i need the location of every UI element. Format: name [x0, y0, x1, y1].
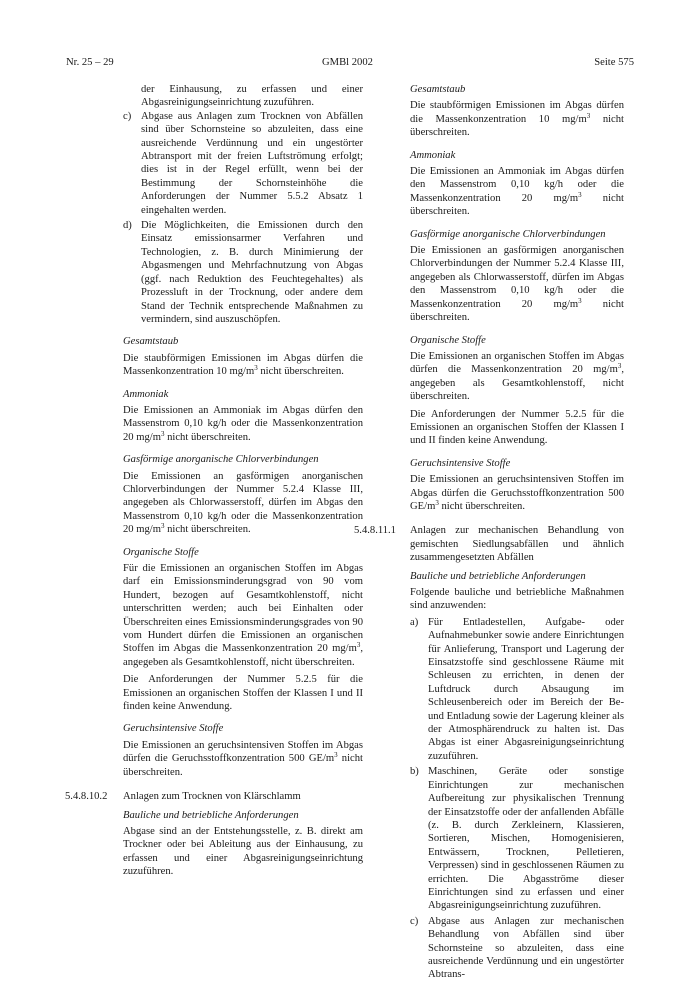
- section-title: Anlagen zur mechanischen Behandlung von gemischten Siedlungsabfällen und ähnlich zusammengesetzten Abfällen: [410, 525, 624, 564]
- list-item: c) Abgase aus Anlagen zum Trocknen von Abfällen sind über Schornsteine so abzuleiten, dass eine ausreichende Verdünnung und ein ungestörter Abtransport mit der freien Luftströmung erfolgt; dies ist in der Regel erfüllt, wenn bei der Bestimmung der Schornsteinhöhe die Anforderungen der Nummer 5.5.2 Absatz 1 eingehalten werden.: [123, 110, 363, 216]
- paragraph: Die Emissionen an Ammoniak im Abgas dürfen den Massenstrom 0,10 kg/h oder die Massenkonzentration 20 $mg/m^3$ nicht überschreiten.: [410, 166, 624, 218]
- subheading: Geruchsintensive Stoffe: [410, 457, 511, 469]
- section-heading: [354, 524, 624, 564]
- paragraph: Die Emissionen an Ammoniak im Abgas dürfen den Massenstrom 0,10 kg/h oder die Massenkonzentration 20 $mg/m^3$ nicht überschreiten.: [123, 404, 363, 443]
- subheading: Bauliche und betriebliche Anforderungen: [123, 809, 299, 821]
- paragraph: Für die Emissionen an organischen Stoffen im Abgas darf ein Emissionsminderungsgrad von 90 vom Hundert, bezogen auf Gesamtkohlenstoff, nicht unterschritten werden; auch bei Einhalten oder Überschreiten eines Emissionsminderungsgrades von 90 vom Hundert dürfen die Emissionen an organischen Stoffen im Abgas die Massenkonzentration 20 $mg/m^3$, angegeben als Gesamtkohlenstoff, nicht überschreiten.: [123, 563, 363, 668]
- left-column: [65, 83, 363, 879]
- paragraph: Die Emissionen an geruchsintensiven Stoffen im Abgas dürfen die Geruchsstoffkonzentration 500 $GE/m^3$ nicht überschreiten.: [123, 739, 363, 778]
- subheading: Organische Stoffe: [410, 334, 486, 346]
- right-column: [354, 83, 624, 984]
- list-item: b) Maschinen, Geräte oder sonstige Einrichtungen zur mechanischen Aufbereitung zur physikalischen Trennung der Einsatzstoffe oder der anfallenden Abfälle (z. B. durch Zerkleinern, Klassieren, Sortieren, Mischen, Homogenisieren, Entwässern, Trocknen, Pelletieren, Verpressen) sind in geschlossenen Räumen zu errichten. Die Abgasströme dieser Einrichtungen sind zu erfassen und einer Abgasreinigungseinrichtung zuzuführen.: [410, 766, 624, 912]
- header-page: Seite 575: [594, 57, 634, 68]
- paragraph: Folgende bauliche und betriebliche Maßnahmen sind anzuwenden:: [410, 587, 624, 612]
- subheading: Bauliche und betriebliche Anforderungen: [410, 570, 586, 582]
- subheading: Gasförmige anorganische Chlorverbindungen: [410, 228, 606, 240]
- paragraph: Abgase sind an der Entstehungsstelle, z. B. direkt am Trockner oder bei Ableitung aus der Einhausung, zu erfassen und einer Abgasreinigungseinrichtung zuzuführen.: [123, 825, 363, 878]
- list-item: a) Für Entladestellen, Aufgabe- oder Aufnahmebunker sowie andere Einrichtungen für Anlieferung, Transport und Lagerung der Einsatzstoffe sind geschlossene Räume mit Schleusen zu errichten, in denen der Luftdruck durch Absaugung im Schleusenbereich oder im Bereich der Be- und Entladung sowie der Lagerung kleiner als der Atmosphärendruck zu halten ist. Das Abgas ist einer Abgasreinigungseinrichtung zuzuführen.: [410, 616, 624, 762]
- subheading: Ammoniak: [123, 388, 169, 400]
- section-title: Anlagen zum Trocknen von Klärschlamm: [123, 791, 301, 803]
- list-item: c) Abgase aus Anlagen zur mechanischen Behandlung von Abfällen sind über Schornsteine so abzuleiten, dass eine ausreichende Verdünnung und ein ungestörter Abtrans-: [410, 915, 624, 981]
- section-heading: [65, 790, 363, 803]
- section-number: 5.4.8.11.1: [354, 525, 396, 537]
- header-issue: Nr. 25 – 29: [66, 57, 114, 68]
- section-number: 5.4.8.10.2: [65, 791, 108, 803]
- header-journal: GMBl 2002: [322, 57, 373, 68]
- subheading: Ammoniak: [410, 149, 456, 161]
- paragraph: Die Emissionen an organischen Stoffen im Abgas dürfen die Massenkonzentration 20 $mg/m^3$, angegeben als Gesamtkohlenstoff, nicht überschreiten.: [410, 350, 624, 403]
- paragraph: Die Emissionen an geruchsintensiven Stoffen im Abgas dürfen die Geruchsstoffkonzentration 500 $GE/m^3$ nicht überschreiten.: [410, 474, 624, 512]
- paragraph: Die Anforderungen der Nummer 5.2.5 für die Emissionen an organischen Stoffen der Klassen I und II finden keine Anwendung.: [123, 674, 363, 713]
- subheading: Gesamtstaub: [410, 84, 466, 95]
- subheading: Geruchsintensive Stoffe: [123, 723, 224, 735]
- continued-text: der Einhausung, zu erfassen und einer Abgasreinigungseinrichtung zuzuführen.: [141, 84, 363, 109]
- paragraph: Die staubförmigen Emissionen im Abgas dürfen die Massenkonzentration 10 $mg/m^3$ nicht überschreiten.: [123, 352, 363, 378]
- subheading: Gesamtstaub: [123, 336, 179, 348]
- list-item: d) Die Möglichkeiten, die Emissionen durch den Einsatz emissionsarmer Verfahren und Technologien, z. B. durch Minimierung der Abgasmengen und Mehrfachnutzung von Abgas (ggf. nach Reduktion des Feuchtegehaltes) als Prozessluft in der Trocknung, oder andere dem Stand der Technik entsprechende Maßnahmen zu vermindern, sind auszuschöpfen.: [123, 220, 363, 325]
- paragraph: Die Emissionen an gasförmigen anorganischen Chlorverbindungen der Nummer 5.2.4 Klasse III, angegeben als Chlorwasserstoff, dürfen im Abgas den Massenstrom 0,10 kg/h oder die Massenkonzentration 20 $mg/m^3$ nicht überschreiten.: [123, 470, 363, 536]
- subheading: Organische Stoffe: [123, 546, 199, 558]
- paragraph: Die Anforderungen der Nummer 5.2.5 für die Emissionen an organischen Stoffen der Klassen I und II finden keine Anwendung.: [410, 408, 624, 447]
- paragraph: Die staubförmigen Emissionen im Abgas dürfen die Massenkonzentration 10 $mg/m^3$ nicht überschreiten.: [410, 100, 624, 139]
- paragraph: Die Emissionen an gasförmigen anorganischen Chlorverbindungen der Nummer 5.2.4 Klasse III, angegeben als Chlorwasserstoff, dürfen im Abgas den Massenstrom 0,10 kg/h oder die Massenkonzentration 20 $mg/m^3$ nicht überschreiten.: [410, 245, 624, 324]
- subheading: Gasförmige anorganische Chlorverbindungen: [123, 454, 319, 466]
